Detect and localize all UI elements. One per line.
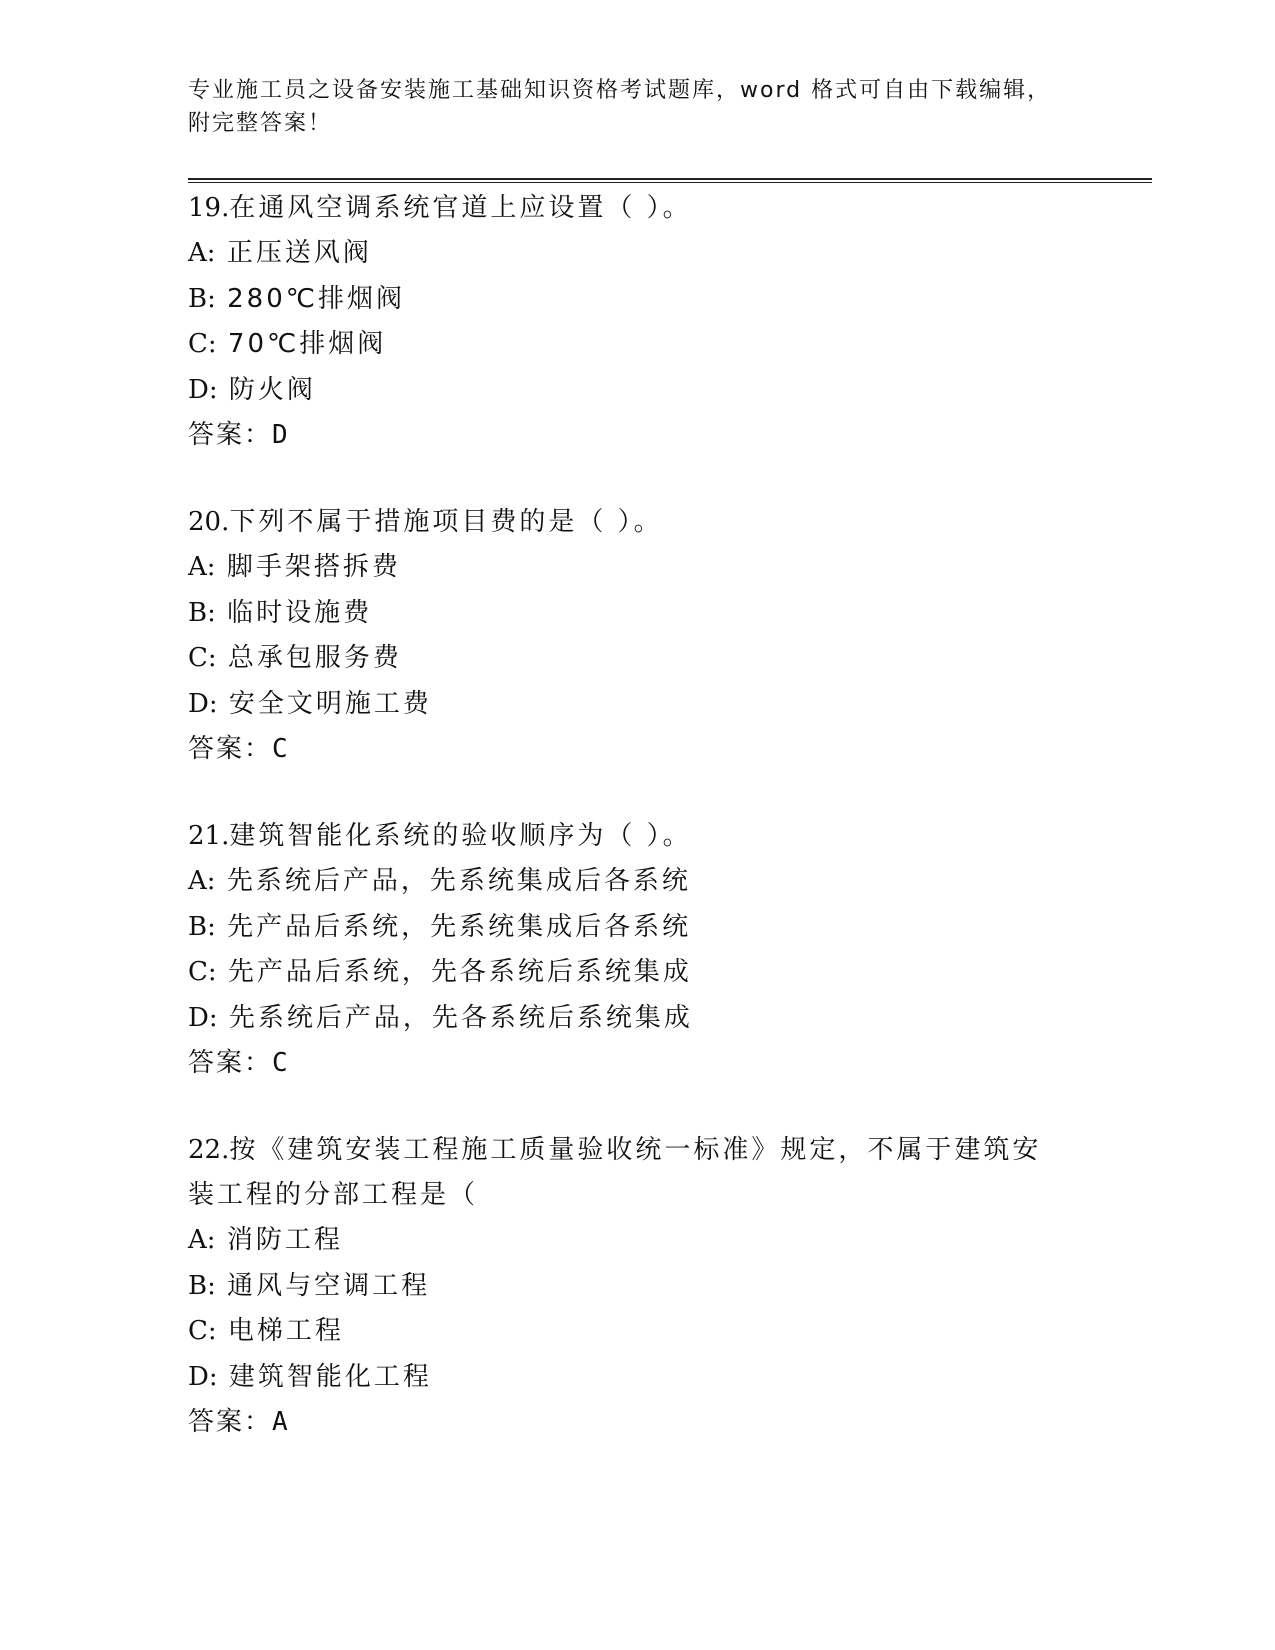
option-letter: A: <box>188 238 216 268</box>
option-d <box>188 996 1088 1042</box>
answer-line <box>188 1041 1088 1086</box>
option-letter: B: <box>188 597 216 628</box>
answer-label: 答案： <box>188 1048 273 1078</box>
answer-line <box>188 1400 1068 1445</box>
option-text: 消防工程 <box>226 1225 343 1255</box>
option-letter: C: <box>188 957 217 987</box>
question-text: 按《建筑安装工程施工质量验收统一标准》规定，不属于建筑安装工程的分部工程是（ <box>188 1135 1042 1210</box>
option-b <box>188 591 1088 637</box>
option-letter: B: <box>188 911 216 942</box>
option-letter: B: <box>188 1270 216 1301</box>
answer-value: D <box>272 420 290 450</box>
question-number: 21. <box>188 821 230 851</box>
option-text: 先产品后系统，先各系统后系统集成 <box>227 957 692 987</box>
answer-value: C <box>272 734 290 764</box>
option-c <box>188 950 1088 996</box>
option-text: 先产品后系统，先系统集成后各系统 <box>227 911 692 942</box>
option-text: 临时设施费 <box>227 597 373 628</box>
answer-value: A <box>272 1407 290 1437</box>
option-letter: B: <box>188 283 216 314</box>
question-stem <box>188 814 1088 859</box>
option-text: 建筑智能化工程 <box>228 1361 432 1392</box>
option-text: 先系统后产品，先系统集成后各系统 <box>226 866 691 896</box>
option-text: 通风与空调工程 <box>227 1270 431 1301</box>
question-number: 19. <box>188 193 230 223</box>
option-letter: A: <box>188 866 216 896</box>
option-b <box>188 905 1088 951</box>
option-text: 正压送风阀 <box>226 238 372 268</box>
question-19 <box>188 186 1088 458</box>
question-stem <box>188 1128 1068 1218</box>
option-a <box>188 859 1088 905</box>
question-20 <box>188 500 1088 772</box>
option-letter: C: <box>188 643 217 673</box>
answer-label: 答案： <box>188 1407 273 1437</box>
question-21 <box>188 814 1088 1086</box>
option-text: 安全文明施工费 <box>228 688 432 719</box>
option-c <box>188 322 1088 368</box>
option-text: 脚手架搭拆费 <box>226 552 401 582</box>
document-header: 专业施工员之设备安装施工基础知识资格考试题库，word 格式可自由下载编辑，附完整答案！ <box>188 78 1052 136</box>
question-text: 在通风空调系统官道上应设置（ ）。 <box>229 193 692 223</box>
option-c <box>188 1309 1068 1355</box>
question-22 <box>188 1128 1068 1445</box>
option-a <box>188 231 1088 277</box>
answer-value: C <box>272 1048 290 1078</box>
option-letter: D: <box>188 1002 218 1033</box>
question-number: 22. <box>188 1135 230 1165</box>
answer-line <box>188 413 1088 458</box>
option-d <box>188 368 1088 414</box>
option-d <box>188 682 1088 728</box>
option-text: 总承包服务费 <box>227 643 402 673</box>
option-a <box>188 1218 1068 1264</box>
option-letter: D: <box>188 688 218 719</box>
option-c <box>188 636 1088 682</box>
option-letter: D: <box>188 1361 218 1392</box>
option-b <box>188 1264 1068 1310</box>
question-text: 建筑智能化系统的验收顺序为（ ）。 <box>229 821 692 851</box>
option-a <box>188 545 1088 591</box>
option-letter: A: <box>188 1225 216 1255</box>
option-letter: A: <box>188 552 216 582</box>
option-d <box>188 1355 1068 1401</box>
question-text: 下列不属于措施项目费的是（ ）。 <box>229 507 663 537</box>
option-text: 70℃排烟阀 <box>227 329 387 359</box>
option-letter: D: <box>188 374 218 405</box>
option-text: 先系统后产品，先各系统后系统集成 <box>228 1002 693 1033</box>
option-b <box>188 277 1088 323</box>
header-divider <box>188 178 1152 183</box>
question-stem <box>188 186 1088 231</box>
option-letter: C: <box>188 1316 217 1346</box>
option-text: 280℃排烟阀 <box>227 283 405 314</box>
answer-label: 答案： <box>188 734 273 764</box>
option-text: 电梯工程 <box>227 1316 344 1346</box>
question-stem <box>188 500 1088 545</box>
answer-line <box>188 727 1088 772</box>
option-letter: C: <box>188 329 217 359</box>
answer-label: 答案： <box>188 420 273 450</box>
question-number: 20. <box>188 507 230 537</box>
option-text: 防火阀 <box>228 374 316 405</box>
